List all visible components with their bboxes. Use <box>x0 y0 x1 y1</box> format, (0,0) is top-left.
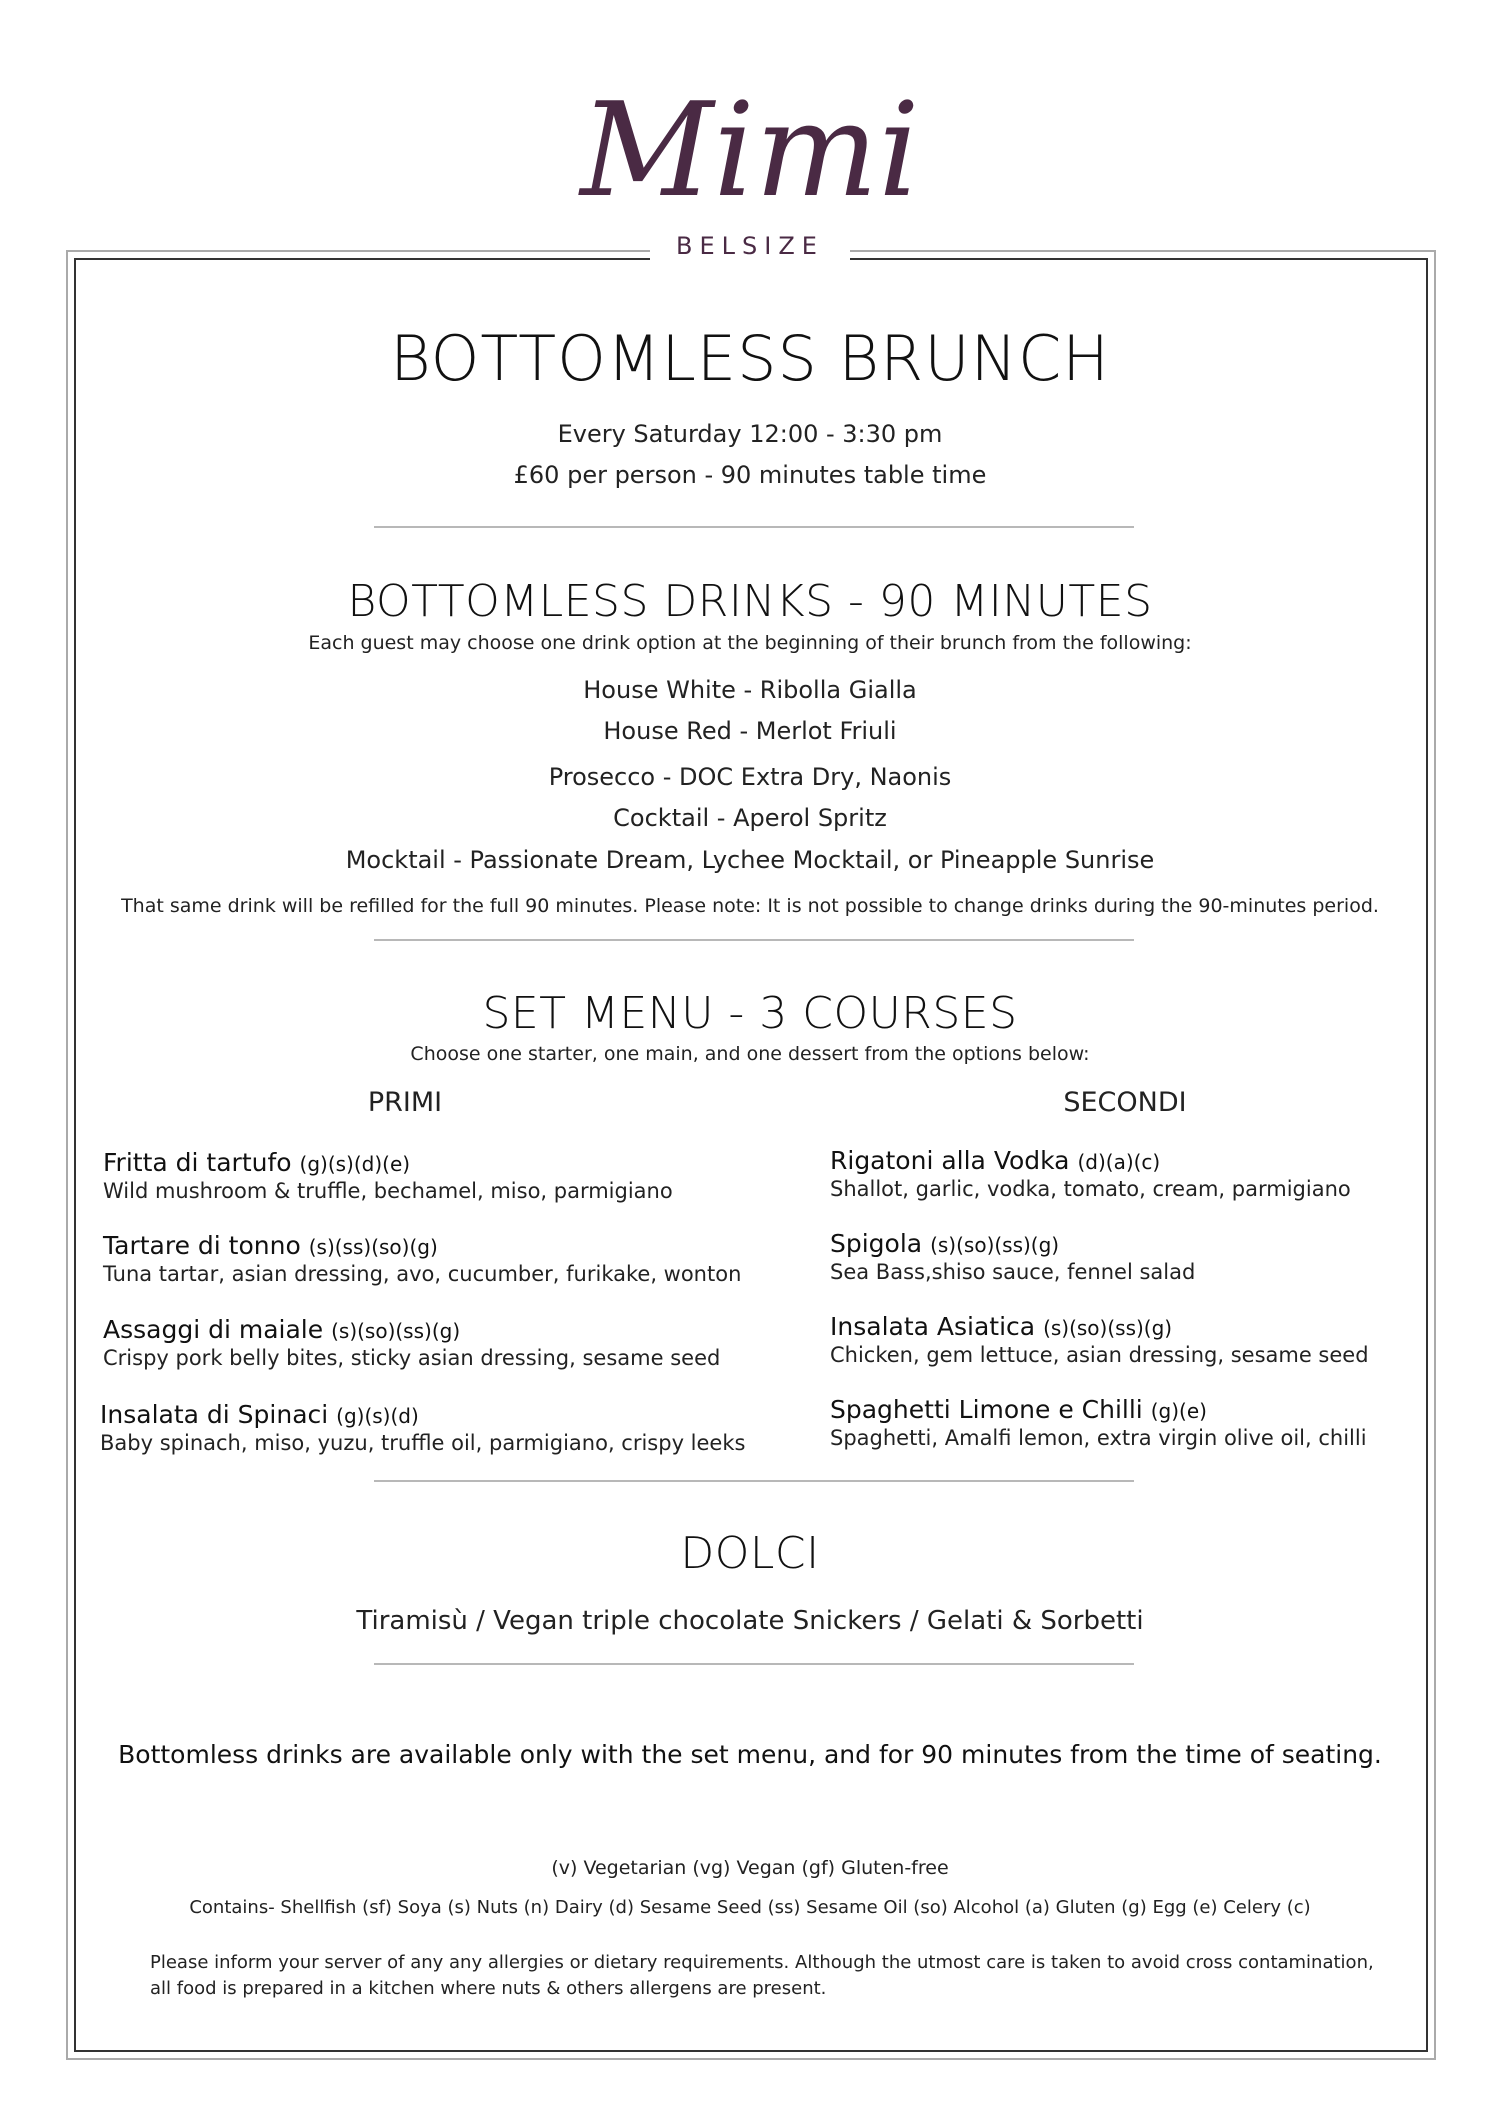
secondi-item <box>830 1229 1195 1284</box>
allergen-tags: (g)(s)(d) <box>336 1404 419 1428</box>
location-label: BELSIZE <box>676 232 824 260</box>
secondi-item <box>830 1395 1367 1450</box>
dish-description: Shallot, garlic, vodka, tomato, cream, parmigiano <box>830 1177 1351 1201</box>
dish-description: Sea Bass,shiso sauce, fennel salad <box>830 1260 1196 1284</box>
availability-note: Bottomless drinks are available only with the set menu, and for 90 minutes from the time of seating. <box>118 1740 1382 1769</box>
dish-name: Insalata Asiatica <box>830 1312 1036 1341</box>
dish-name: Tartare di tonno <box>103 1231 301 1260</box>
divider <box>374 526 1134 528</box>
allergen-tags: (g)(s)(d)(e) <box>299 1152 411 1176</box>
allergen-tags: (s)(so)(ss)(g) <box>331 1319 461 1343</box>
drink-option: Cocktail - Aperol Spritz <box>613 804 887 832</box>
dish-name: Spigola <box>830 1229 923 1258</box>
dolci-title: DOLCI <box>680 1528 820 1579</box>
dish-description: Spaghetti, Amalfi lemon, extra virgin olive oil, chilli <box>830 1426 1367 1450</box>
dolci-items: Tiramisù / Vegan triple chocolate Snickers / Gelati & Sorbetti <box>356 1606 1144 1636</box>
dish-description: Crispy pork belly bites, sticky asian dressing, sesame seed <box>103 1346 721 1370</box>
divider <box>374 1480 1134 1482</box>
secondi-heading: SECONDI <box>1063 1087 1187 1118</box>
dish-description: Wild mushroom & truffle, bechamel, miso, parmigiano <box>103 1179 673 1203</box>
primi-heading: PRIMI <box>367 1087 443 1118</box>
primi-item <box>103 1148 673 1203</box>
drink-option: House Red - Merlot Friuli <box>603 717 897 745</box>
dish-name: Fritta di tartufo <box>103 1148 292 1177</box>
disclaimer-line: all food is prepared in a kitchen where nuts & others allergens are present. <box>150 1978 827 1999</box>
allergen-tags: (s)(so)(ss)(g) <box>1043 1316 1173 1340</box>
secondi-item <box>830 1146 1351 1201</box>
dish-description: Tuna tartar, asian dressing, avo, cucumber, furikake, wonton <box>103 1262 742 1286</box>
drinks-intro: Each guest may choose one drink option at the beginning of their brunch from the following: <box>308 632 1192 654</box>
dish-name: Spaghetti Limone e Chilli <box>830 1395 1143 1424</box>
primi-item <box>100 1400 745 1455</box>
secondi-item <box>830 1312 1369 1367</box>
divider <box>374 1663 1134 1665</box>
logo-text: Mimi <box>580 74 920 226</box>
drink-option: House White - Ribolla Gialla <box>583 676 917 704</box>
schedule-text: Every Saturday 12:00 - 3:30 pm <box>557 420 943 448</box>
allergen-tags: (s)(ss)(so)(g) <box>308 1235 438 1259</box>
divider <box>374 939 1134 941</box>
set-menu-title: SET MENU - 3 COURSES <box>482 988 1018 1039</box>
dish-description: Baby spinach, miso, yuzu, truffle oil, parmigiano, crispy leeks <box>100 1431 746 1455</box>
dish-description: Chicken, gem lettuce, asian dressing, sesame seed <box>830 1343 1369 1367</box>
diet-key: (v) Vegetarian (vg) Vegan (gf) Gluten-free <box>551 1857 949 1879</box>
drink-option: Mocktail - Passionate Dream, Lychee Mocktail, or Pineapple Sunrise <box>345 846 1155 874</box>
price-text: £60 per person - 90 minutes table time <box>513 461 987 489</box>
allergen-tags: (d)(a)(c) <box>1077 1150 1161 1174</box>
drinks-note: That same drink will be refilled for the full 90 minutes. Please note: It is not possible to change drinks during the 90-minutes period. <box>121 895 1379 917</box>
dish-name: Rigatoni alla Vodka <box>830 1146 1070 1175</box>
set-menu-intro: Choose one starter, one main, and one dessert from the options below: <box>410 1043 1090 1065</box>
drink-option: Prosecco - DOC Extra Dry, Naonis <box>548 763 952 791</box>
allergen-key: Contains- Shellfish (sf) Soya (s) Nuts (n) Dairy (d) Sesame Seed (ss) Sesame Oil (so) Alcohol (a) Gluten (g) Egg (e) Celery (c) <box>189 1897 1311 1918</box>
primi-item <box>103 1315 720 1370</box>
drinks-title: BOTTOMLESS DRINKS - 90 MINUTES <box>347 576 1153 627</box>
dish-name: Assaggi di maiale <box>103 1315 324 1344</box>
disclaimer-line: Please inform your server of any any allergies or dietary requirements. Although the utmost care is taken to avoid cross contamination, <box>150 1952 1374 1973</box>
allergen-tags: (s)(so)(ss)(g) <box>930 1233 1060 1257</box>
dish-name: Insalata di Spinaci <box>100 1400 329 1429</box>
mimi-logo <box>560 60 940 240</box>
allergen-tags: (g)(e) <box>1150 1399 1207 1423</box>
primi-item <box>103 1231 741 1286</box>
page-title: BOTTOMLESS BRUNCH <box>390 322 1110 395</box>
